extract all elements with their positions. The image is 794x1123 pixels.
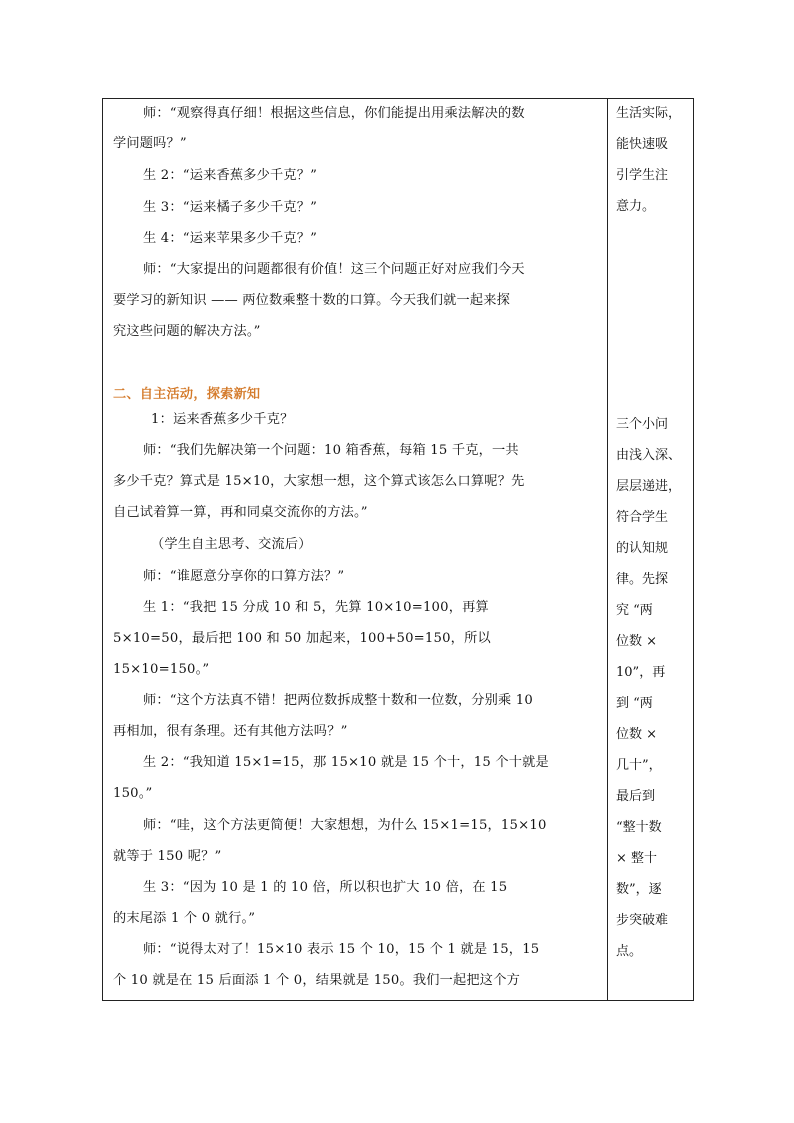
text-line: 生 1：“我把 15 分成 10 和 5，先算 10×10=100，再算 (143, 600, 489, 615)
text-line: 师：“说得太对了！15×10 表示 15 个 10，15 个 1 就是 15，15 (143, 942, 540, 957)
note-line: “整十数 (616, 820, 662, 835)
text-line: 师：“这个方法真不错！把两位数拆成整十数和一位数，分别乘 10 (143, 693, 533, 708)
sub-question: 1：运来香蕉多少千克？ (151, 412, 294, 427)
text-line: （学生自主思考、交流后） (151, 537, 312, 552)
note-line: 数”，逐 (616, 882, 662, 897)
note-line: 符合学生 (616, 510, 669, 525)
note-line: 位数 × (616, 634, 658, 649)
note-line: 引学生注 (616, 168, 669, 183)
note-line: 律。先探 (616, 572, 669, 587)
note-line: × 整十 (616, 851, 658, 866)
main-column (103, 99, 607, 1000)
note-line: 点。 (616, 944, 643, 959)
text-line: 生 2：“运来香蕉多少千克？” (143, 168, 318, 183)
note-column (608, 99, 694, 1000)
text-line: 生 2：“我知道 15×1=15，那 15×10 就是 15 个十，15 个十就是 (143, 755, 549, 770)
note-line: 几十”， (616, 758, 662, 773)
note-line: 究 “两 (616, 603, 653, 618)
text-line: 要学习的新知识 —— 两位数乘整十数的口算。今天我们就一起来探 (113, 293, 511, 308)
text-line: 师：“哇，这个方法更简便！大家想想，为什么 15×1=15，15×10 (143, 818, 547, 833)
text-line: 15×10=150。” (113, 662, 210, 677)
note-line: 三个小问 (616, 417, 669, 432)
text-line: 究这些问题的解决方法。” (113, 324, 261, 339)
text-line: 就等于 150 呢？” (113, 849, 222, 864)
text-line: 师：“大家提出的问题都很有价值！这三个问题正好对应我们今天 (143, 262, 525, 277)
text-line: 学问题吗？” (113, 136, 187, 151)
note-line: 的认知规 (616, 541, 669, 556)
note-line: 步突破难 (616, 913, 669, 928)
note-line: 意力。 (616, 199, 656, 214)
note-line: 位数 × (616, 727, 658, 742)
note-line: 由浅入深、 (616, 448, 682, 463)
note-line: 到 “两 (616, 696, 653, 711)
note-line: 10”，再 (616, 665, 666, 680)
text-line: 再相加，很有条理。还有其他方法吗？” (113, 724, 348, 739)
text-line: 师：“我们先解决第一个问题：10 箱香蕉，每箱 15 千克，一共 (143, 443, 519, 458)
note-line: 能快速吸 (616, 137, 669, 152)
note-line: 最后到 (616, 789, 656, 804)
text-line: 师：“谁愿意分享你的口算方法？” (143, 569, 345, 584)
text-line: 师：“观察得真仔细！根据这些信息，你们能提出用乘法解决的数 (143, 106, 525, 121)
text-line: 生 3：“运来橘子多少千克？” (143, 200, 318, 215)
text-line: 自己试着算一算，再和同桌交流你的方法。” (113, 505, 368, 520)
text-line: 的末尾添 1 个 0 就行。” (113, 911, 256, 926)
text-line: 生 3：“因为 10 是 1 的 10 倍，所以积也扩大 10 倍，在 15 (143, 880, 508, 895)
lesson-table (102, 98, 694, 1001)
text-line: 5×10=50，最后把 100 和 50 加起来，100+50=150，所以 (113, 631, 491, 646)
text-line: 个 10 就是在 15 后面添 1 个 0，结果就是 150。我们一起把这个方 (113, 973, 520, 988)
section-heading: 二、自主活动，探索新知 (113, 387, 261, 402)
text-line: 150。” (113, 786, 153, 801)
text-line: 生 4：“运来苹果多少千克？” (143, 231, 318, 246)
note-line: 层层递进， (616, 479, 682, 494)
text-line: 多少千克？算式是 15×10，大家想一想，这个算式该怎么口算呢？先 (113, 474, 525, 489)
note-line: 生活实际， (616, 106, 682, 121)
